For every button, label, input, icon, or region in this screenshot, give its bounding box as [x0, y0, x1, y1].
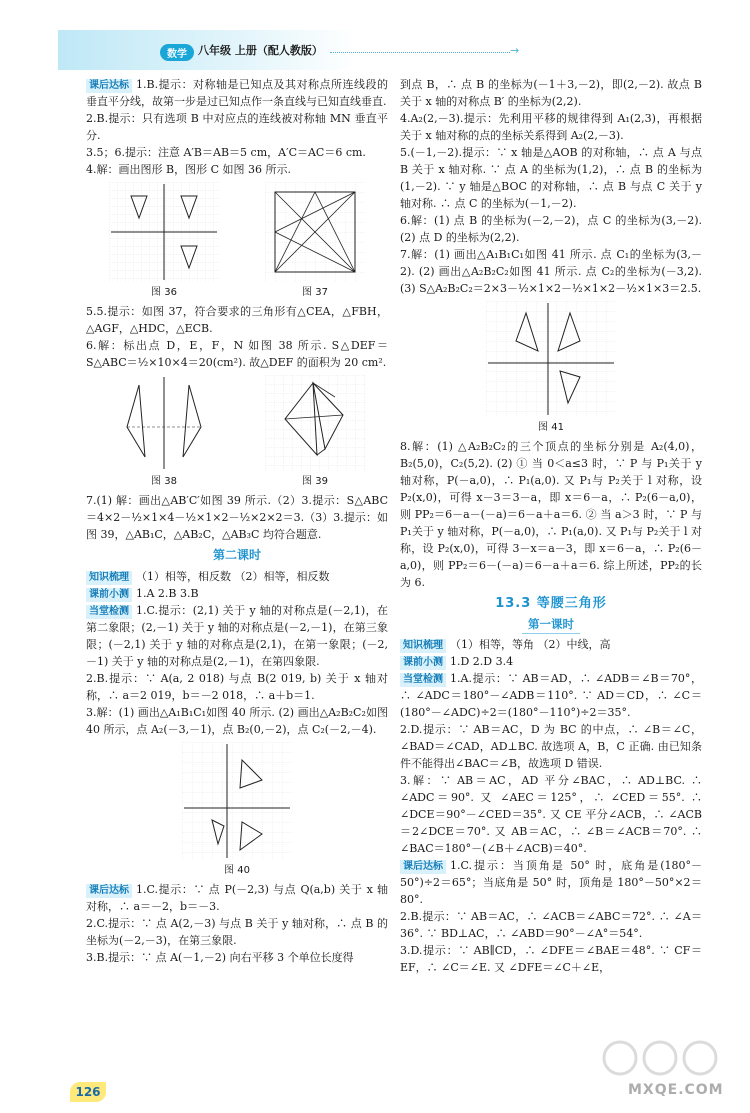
answer-paragraph: 4.解：画出图形 B，图形 C 如图 36 所示. [86, 163, 291, 176]
arrow-icon: → [510, 44, 520, 57]
answer-paragraph: 当堂检测 1.A.提示：∵ AB＝AD，∴ ∠ADB＝∠B＝70°，∴ ∠ADC＝180°－∠ADB＝110°. ∵ AD＝CD，∴ ∠C＝(180°－∠ADC)÷2＝(180°－110°)÷2＝35°. [400, 672, 702, 719]
figure-41 [486, 301, 616, 436]
answer-paragraph: 3.解：(1) 画出△A₁B₁C₁如图 40 所示. (2) 画出△A₂B₂C₂如图 40 所示，点 A₂(－3,－1)，点 B₂(0,－2)，点 C₂(－2,－4). [86, 706, 388, 736]
section-tag: 课前小测 [400, 656, 446, 670]
answer-paragraph: 6.解：(1) 点 B 的坐标为(－2,－2)，点 C 的坐标为(3,－2). (2) 点 D 的坐标为(2,2). [400, 214, 702, 244]
figure-caption: 图 36 [151, 287, 177, 298]
answer-paragraph: 5.5.提示：如图 37，符合要求的三角形有△CEA，△FBH，△AGF，△HDC，△ECB. [86, 305, 388, 335]
answer-paragraph: 课后达标 1.B.提示：对称轴是已知点及其对称点所连线段的垂直平分线，故第一步是过已知点作一条直线与已知直线垂直. [86, 78, 388, 108]
figure-caption: 图 39 [302, 476, 328, 487]
lesson-heading: 第一课时 [400, 616, 702, 634]
chapter-heading: 13.3 等腰三角形 [495, 596, 607, 611]
answer-paragraph: 课后达标 1.C.提示：∵ 点 P(－2,3) 与点 Q(a,b) 关于 x 轴对称，∴ a＝－2，b＝－3. [86, 883, 388, 913]
left-column [86, 76, 388, 966]
figure-row [86, 742, 388, 879]
section-tag: 当堂检测 [86, 605, 132, 619]
figure-caption: 图 40 [224, 865, 250, 876]
figure-39 [265, 375, 365, 490]
answer-paragraph: 6.解：标出点 D，E，F，N 如图 38 所示. S△DEF＝S△ABC＝½×10×4＝20(cm²). 故△DEF 的面积为 20 cm². [86, 339, 388, 369]
right-column [400, 76, 702, 976]
section-heading: 第二课时 [212, 548, 261, 562]
answer-paragraph: 3.5；6.提示：注意 A′B＝AB＝5 cm，A′C＝AC＝6 cm. [86, 146, 366, 159]
answer-paragraph: 2.C.提示：∵ 点 A(2,－3) 与点 B 关于 y 轴对称，∴ 点 B 的坐标为(－2,－3)，在第三象限. [86, 917, 388, 947]
figure-40 [182, 742, 292, 879]
section-tag: 课后达标 [86, 79, 132, 93]
answer-paragraph: 到点 B，∴ 点 B 的坐标为(－1＋3,－2)，即(2,－2). 故点 B 关于 x 轴的对称点 B′ 的坐标为(2,2). [400, 78, 702, 108]
knowledge-line: 知识梳理 （1）相等，等角 （2）中线，高 [400, 636, 702, 653]
pretest-line: 课前小测 1.A 2.B 3.B [86, 585, 388, 602]
page-number: 126 [70, 1082, 106, 1102]
watermark-text: MXQE.COM [628, 1082, 724, 1098]
section-tag: 知识梳理 [86, 571, 132, 585]
figure-caption: 图 37 [302, 287, 328, 298]
section-tag: 当堂检测 [400, 673, 446, 687]
answer-paragraph: 2.B.提示：只有选项 B 中对应点的连线被对称轴 MN 垂直平分. [86, 112, 388, 142]
answer-paragraph: 5.(－1,－2).提示：∵ x 轴是△AOB 的对称轴，∴ 点 A 与点 B 关于 x 轴对称. ∵ 点 A 的坐标为(1,2)，∴ 点 B 的坐标为(1,－2). ∵ y 轴是△BOC 的对称轴，∴ 点 B 与点 C 关于 y 轴对称. ∴ 点 C 的坐标为(－1,－2). [400, 146, 702, 210]
grade-label: 八年级 上册（配人教版） [198, 44, 323, 57]
figure-40-graphic [182, 742, 292, 860]
answer-paragraph: 2.B.提示：∵ A(a, 2 018) 与点 B(2 019, b) 关于 x 轴对称，∴ a＝2 019，b＝－2 018，∴ a＋b＝1. [86, 672, 388, 702]
figure-caption: 图 41 [538, 422, 564, 433]
section-tag: 知识梳理 [400, 639, 446, 653]
figure-row [86, 375, 388, 490]
figure-row [86, 182, 388, 301]
section-tag: 课前小测 [86, 588, 132, 602]
answer-paragraph: 3.B.提示：∵ 点 A(－1,－2) 向右平移 3 个单位长度得 [86, 951, 354, 964]
header-dotted-line [330, 52, 510, 53]
figure-36 [109, 182, 219, 301]
figure-41-graphic [486, 301, 616, 417]
figure-37-graphic [265, 182, 365, 282]
answer-paragraph: 8.解：(1) △A₂B₂C₂的三个顶点的坐标分别是 A₂(4,0)，B₂(5,0)，C₂(5,2). (2) ① 当 0＜a≤3 时，∵ P 与 P₁关于 y 轴对称，P(－a,0)，∴ P₁(a,0). 又 P₁与 P₂关于 l 对称，设 P₂(x,0)，可得 x－3＝3－a，即 x＝6－a，∴ P₂(6－a,0)，则 PP₂＝6－a－(－a)＝6－a＋a＝6. ② 当 a＞3 时，∵ P 与 P₁关于 y 轴对称，P(－a,0)，∴ P₁(a,0). 又 P₁与 P₂关于 l 对称，设 P₂(x,0)，可得 3－x＝a－3，即 x＝6－a，∴ P₂(6－a,0)，则 PP₂＝6－(－a)＝6－a＋a＝6. 综上所述，PP₂的长为 6. [400, 440, 702, 589]
figure-38-graphic [109, 375, 219, 471]
pretest-line: 课前小测 1.D 2.D 3.4 [400, 653, 702, 670]
answer-paragraph: 课后达标 1.C.提示：当顶角是 50° 时，底角是(180°－50°)÷2＝65°；当底角是 50° 时，顶角是 180°－50°×2＝80°. [400, 859, 702, 906]
answer-paragraph: 7.(1) 解：画出△AB′C′如图 39 所示.（2）3.提示：S△ABC＝4×2－½×1×4－½×1×2－½×2×2＝3.（3）3.提示：如图 39，△AB₁C，△AB₂C，△AB₃C 均符合题意. [86, 494, 388, 541]
answer-paragraph: 3.解：∵ AB＝AC，AD 平分∠BAC，∴ AD⊥BC. ∴ ∠ADC＝90°. 又 ∠AEC＝125°，∴ ∠CED＝55°. ∴ ∠DCE＝90°－∠CED＝35°. 又 CE 平分∠ACB，∴ ∠ACB＝2∠DCE＝70°. 又 AB＝AC，∴ ∠B＝∠ACB＝70°. ∴ ∠BAC＝180°－(∠B＋∠ACB)＝40°. [400, 774, 702, 855]
answer-paragraph: 2.B.提示：∵ AB＝AC，∴ ∠ACB＝∠ABC＝72°. ∴ ∠A＝36°. ∵ BD⊥AC，∴ ∠ABD＝90°－∠A°＝54°. [400, 910, 702, 940]
section-tag: 课后达标 [400, 860, 446, 874]
answer-paragraph: 2.D.提示：∵ AB＝AC，D 为 BC 的中点，∴ ∠B＝∠C，∠BAD＝∠CAD，AD⊥BC. 故选项 A，B，C 正确. 由已知条件不能得出∠BAC＝∠B，故选项 D 错误. [400, 723, 702, 770]
answer-paragraph: 4.A₂(2,－3).提示：先利用平移的规律得到 A₁(2,3)，再根据关于 x 轴对称的点的坐标关系得到 A₂(2,－3). [400, 112, 702, 142]
figure-38 [109, 375, 219, 490]
figure-row [400, 301, 702, 436]
answer-paragraph: 3.D.提示：∵ AB∥CD，∴ ∠DFE＝∠BAE＝48°. ∵ CF＝EF，∴ ∠C＝∠E. 又 ∠DFE＝∠C＋∠E， [400, 944, 702, 974]
figure-36-graphic [109, 182, 219, 282]
figure-39-graphic [265, 375, 365, 471]
answer-paragraph: 7.解：(1) 画出△A₁B₁C₁如图 41 所示. 点 C₁的坐标为(3,－2). (2) 画出△A₂B₂C₂如图 41 所示. 点 C₂的坐标为(－3,2). (3) S△A₂B₂C₂＝2×3－½×1×2－½×1×2－½×1×3＝2.5. [400, 248, 702, 295]
subject-badge: 数学 [160, 44, 194, 61]
answer-paragraph: 当堂检测 1.C.提示：(2,1) 关于 y 轴的对称点是(－2,1)，在第二象限；(2,－1) 关于 y 轴的对称点是(－2,－1)，在第三象限；(－2,1) 关于 y 轴的对称点是(2,1)，在第一象限；(－2,－1) 关于 y 轴的对称点是(2,－1)，在第四象限. [86, 604, 388, 668]
figure-37 [265, 182, 365, 301]
page-header [0, 0, 750, 70]
section-tag: 课后达标 [86, 884, 132, 898]
figure-caption: 图 38 [151, 476, 177, 487]
knowledge-line: 知识梳理 （1）相等，相反数 （2）相等，相反数 [86, 568, 388, 585]
